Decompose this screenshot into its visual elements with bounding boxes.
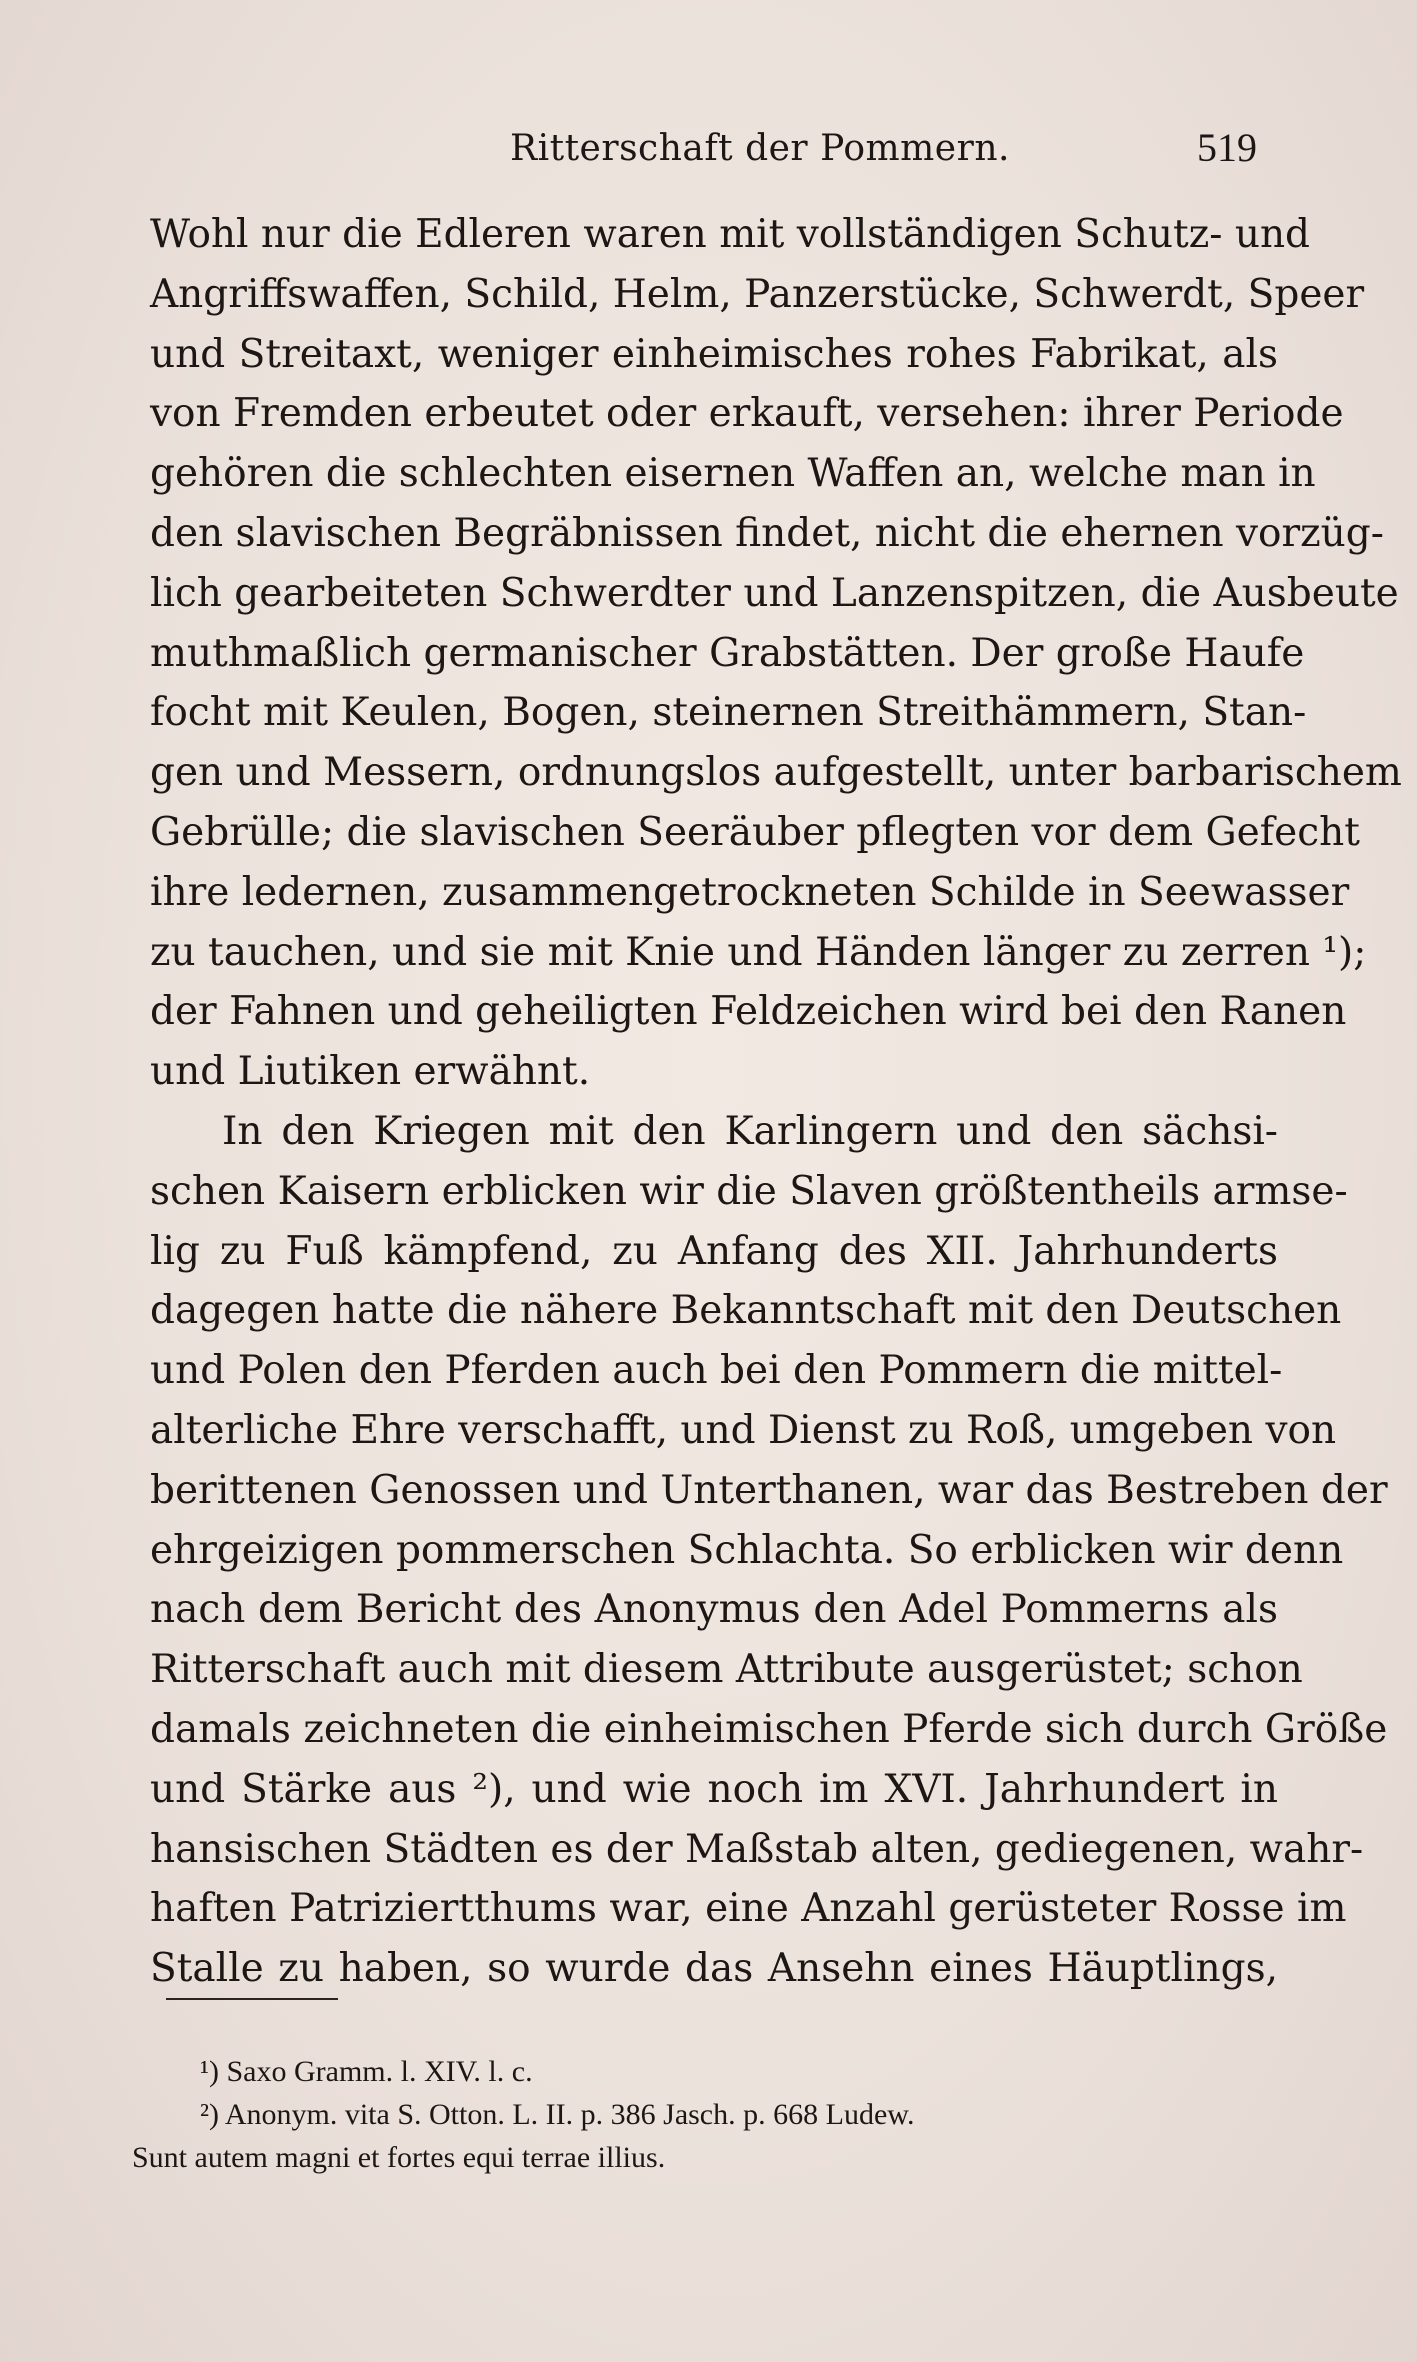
text-line: hansischen Städten es der Maßstab alten, gediegenen, wahr-: [150, 1826, 1364, 1872]
page-header: [0, 120, 1417, 180]
footnote-1: ¹) Saxo Gramm. l. XIV. l. c.: [200, 2055, 533, 2088]
text-line: berittenen Genossen und Unterthanen, war das Bestreben der: [150, 1467, 1388, 1513]
page-number: 519: [1197, 125, 1257, 170]
text-line: ehrgeizigen pommerschen Schlachta. So erblicken wir denn: [150, 1527, 1344, 1573]
text-line: Wohl nur die Edleren waren mit vollständigen Schutz- und: [150, 212, 1311, 257]
body-text: [150, 205, 1402, 1999]
text-line-paragraph-start: In den Kriegen mit den Karlingern und den sächsi-: [222, 1108, 1278, 1154]
text-line: lig zu Fuß kämpfend, zu Anfang des XII. Jahrhunderts: [150, 1228, 1278, 1274]
text-line: den slavischen Begräbnissen findet, nicht die ehernen vorzüg-: [150, 510, 1384, 556]
text-line: alterliche Ehre verschafft, und Dienst zu Roß, umgeben von: [150, 1407, 1337, 1453]
text-line: Ritterschaft auch mit diesem Attribute ausgerüstet; schon: [150, 1647, 1303, 1693]
text-line: schen Kaisern erblicken wir die Slaven größtentheils armse-: [150, 1168, 1348, 1214]
text-line: dagegen hatte die nähere Bekanntschaft mit den Deutschen: [150, 1288, 1342, 1334]
text-line: Angriffswaffen, Schild, Helm, Panzerstücke, Schwerdt, Speer: [150, 271, 1365, 317]
text-line: lich gearbeiteten Schwerdter und Lanzenspitzen, die Ausbeute: [150, 570, 1399, 616]
footnote-2-continuation: Sunt autem magni et fortes equi terrae illius.: [132, 2141, 666, 2174]
text-line: gehören die schlechten eisernen Waffen an, welche man in: [150, 451, 1316, 497]
text-line: und Stärke aus ²), und wie noch im XVI. Jahrhundert in: [150, 1766, 1278, 1812]
text-line: der Fahnen und geheiligten Feldzeichen wird bei den Ranen: [150, 989, 1347, 1035]
text-line-paragraph-end: und Liutiken erwähnt.: [150, 1049, 591, 1095]
text-line: haften Patriziertthums war, eine Anzahl gerüsteter Rosse im: [150, 1886, 1347, 1932]
text-line: damals zeichneten die einheimischen Pferde sich durch Größe: [150, 1706, 1388, 1752]
text-line: muthmaßlich germanischer Grabstätten. Der große Haufe: [150, 630, 1305, 676]
footnotes: [132, 2050, 1280, 2179]
text-line: focht mit Keulen, Bogen, steinernen Streithämmern, Stan-: [150, 690, 1307, 736]
text-line: von Fremden erbeutet oder erkauft, versehen: ihrer Periode: [150, 391, 1344, 437]
text-line: und Polen den Pferden auch bei den Pommern die mittel-: [150, 1348, 1283, 1394]
footnote-divider: [166, 1998, 338, 2000]
text-line: und Streitaxt, weniger einheimisches rohes Fabrikat, als: [150, 331, 1278, 377]
text-line: Stalle zu haben, so wurde das Ansehn eines Häuptlings,: [150, 1946, 1278, 1992]
running-head: Ritterschaft der Pommern.: [510, 128, 1010, 169]
text-line: gen und Messern, ordnungslos aufgestellt, unter barbarischem: [150, 750, 1402, 796]
text-line: Gebrülle; die slavischen Seeräuber pflegten vor dem Gefecht: [150, 809, 1360, 855]
footnote-2: ²) Anonym. vita S. Otton. L. II. p. 386 Jasch. p. 668 Ludew.: [200, 2098, 915, 2131]
text-line: nach dem Bericht des Anonymus den Adel Pommerns als: [150, 1587, 1278, 1633]
text-line: zu tauchen, und sie mit Knie und Händen länger zu zerren ¹);: [150, 929, 1367, 975]
text-line: ihre ledernen, zusammengetrockneten Schilde in Seewasser: [150, 869, 1350, 915]
